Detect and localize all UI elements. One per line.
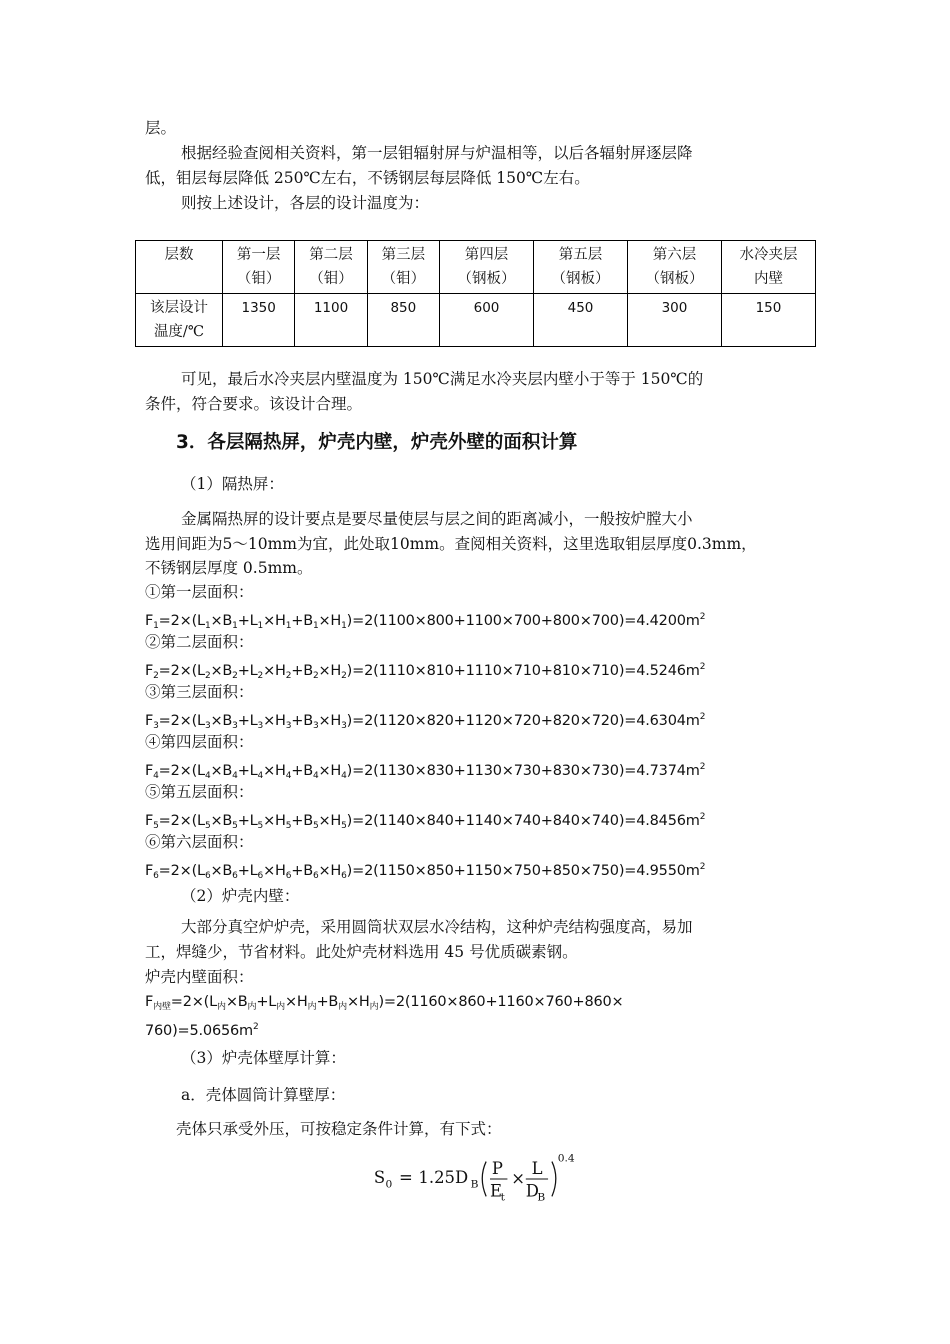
text-line: 层。 — [145, 119, 177, 137]
table-header-cell: 第五层 （钢板） — [534, 241, 628, 294]
layer-title: ②第二层面积： — [145, 633, 254, 651]
table-cell: 150 — [721, 294, 815, 347]
table-cell: 1100 — [295, 294, 367, 347]
layer-area-formula: $F_3=2\times(L_3\times B_3+L_3\times H_3+B_3\times H_3)=2(1120\times 820+1120\times 720+820\times 720)=4.6304m^2$ — [145, 712, 706, 731]
table-header-row — [136, 241, 816, 294]
subsection-label: （3）炉壳体壁厚计算： — [181, 1049, 346, 1067]
layer-title: ④第四层面积： — [145, 733, 254, 751]
table-header-cell: 第四层 （钢板） — [440, 241, 534, 294]
layer-title: ③第三层面积： — [145, 683, 254, 701]
eq-sign: = — [399, 1167, 413, 1187]
inner-wall-formula-cont: $760)=5.0656m^2$ — [145, 1022, 259, 1039]
text-line: 根据经验查阅相关资料，第一层钼辐射屏与炉温相等，以后各辐射屏逐层降 — [181, 144, 693, 162]
text-line: 工，焊缝少，节省材料。此处炉壳材料选用 45 号优质碳素钢。 — [145, 943, 578, 961]
table-header-cell: 第六层 （钢板） — [628, 241, 722, 294]
table-row-label: 该层设计 温度/℃ — [136, 294, 223, 347]
eq-exp: 0.4 — [557, 1151, 575, 1165]
eq-lhs-sub: 0 — [385, 1177, 393, 1191]
section-heading: 3．各层隔热屏，炉壳内壁，炉壳外壁的面积计算 — [176, 432, 578, 453]
table-header-cell: 水冷夹层 内壁 — [721, 241, 815, 294]
layer-area-formula: $F_6=2\times(L_6\times B_6+L_6\times H_6+B_6\times H_6)=2(1150\times 850+1150\times 750+850\times 750)=4.9550m^2$ — [145, 862, 706, 881]
eq-coef-sub: B — [470, 1177, 479, 1191]
eq-num1: P — [491, 1159, 503, 1179]
table-header-cell: 第三层 （钼） — [367, 241, 439, 294]
table-cell: 850 — [367, 294, 439, 347]
eq-lhs: S — [373, 1167, 386, 1187]
eq-den1: E — [490, 1181, 502, 1201]
text-line: 炉壳内壁面积： — [145, 968, 254, 986]
text-line: 金属隔热屏的设计要点是要尽量使层与层之间的距离减小，一般按炉膛大小 — [181, 510, 693, 528]
subsection-label: （1）隔热屏： — [181, 475, 284, 493]
table-header-cell: 第一层 （钼） — [223, 241, 295, 294]
text-line: 则按上述设计，各层的设计温度为： — [181, 194, 430, 212]
eq-den2-sub: B — [537, 1190, 546, 1204]
eq-coef: 1.25D — [418, 1167, 469, 1187]
eq-times: × — [511, 1168, 526, 1188]
layer-area-formula: $F_1=2\times(L_1\times B_1+L_1\times H_1+B_1\times H_1)=2(1100\times 800+1100\times 700+800\times 700)=4.4200m^2$ — [145, 612, 706, 631]
text-line: 选用间距为5～10mm为宜，此处取10mm。查阅相关资料，这里选取钼层厚度0.3mm， — [145, 535, 757, 553]
table-cell: 300 — [628, 294, 722, 347]
text-line: 不锈钢层厚度 0.5mm。 — [145, 559, 313, 577]
left-paren — [482, 1162, 486, 1197]
layer-title: ⑥第六层面积： — [145, 833, 254, 851]
layer-title: ①第一层面积： — [145, 583, 254, 601]
table-header-cell: 层数 — [136, 241, 223, 294]
text-line: 壳体只承受外压，可按稳定条件计算，有下式： — [176, 1120, 502, 1138]
text-line: 条件，符合要求。该设计合理。 — [145, 395, 363, 413]
layer-area-formula: $F_4=2\times(L_4\times B_4+L_4\times H_4+B_4\times H_4)=2(1130\times 830+1130\times 730+830\times 730)=4.7374m^2$ — [145, 762, 706, 781]
table-cell: 1350 — [223, 294, 295, 347]
wall-thickness-equation — [370, 1148, 610, 1208]
text-line: 大部分真空炉炉壳，采用圆筒状双层水冷结构，这种炉壳结构强度高，易加 — [181, 918, 693, 936]
subsection-label: a．壳体圆筒计算壁厚： — [181, 1086, 346, 1104]
right-paren — [552, 1162, 556, 1197]
layer-area-formula: $F_2=2\times(L_2\times B_2+L_2\times H_2+B_2\times H_2)=2(1110\times 810+1110\times 710+810\times 710)=4.5246m^2$ — [145, 662, 706, 681]
layer-area-formula: $F_5=2\times(L_5\times B_5+L_5\times H_5+B_5\times H_5)=2(1140\times 840+1140\times 740+840\times 740)=4.8456m^2$ — [145, 812, 706, 831]
text-line: 低，钼层每层降低 250℃左右，不锈钢层每层降低 150℃左右。 — [145, 169, 590, 187]
table-row — [136, 294, 816, 347]
eq-den2: D — [525, 1181, 539, 1201]
eq-num2: L — [531, 1159, 543, 1179]
layer-title: ⑤第五层面积： — [145, 783, 254, 801]
table-cell: 450 — [534, 294, 628, 347]
design-temperature-table — [135, 240, 816, 347]
eq-den1-sub: t — [500, 1190, 505, 1204]
table-cell: 600 — [440, 294, 534, 347]
inner-wall-formula: $F_{内壁}=2\times(L_内\times B_内+L_内\times H_内+B_内\times H_内)=2(1160\times 860+1160\times 760+860\times$ — [145, 994, 624, 1012]
subsection-label: （2）炉壳内壁： — [181, 887, 300, 905]
table-header-cell: 第二层 （钼） — [295, 241, 367, 294]
text-line: 可见，最后水冷夹层内壁温度为 150℃满足水冷夹层内壁小于等于 150℃的 — [181, 370, 704, 388]
